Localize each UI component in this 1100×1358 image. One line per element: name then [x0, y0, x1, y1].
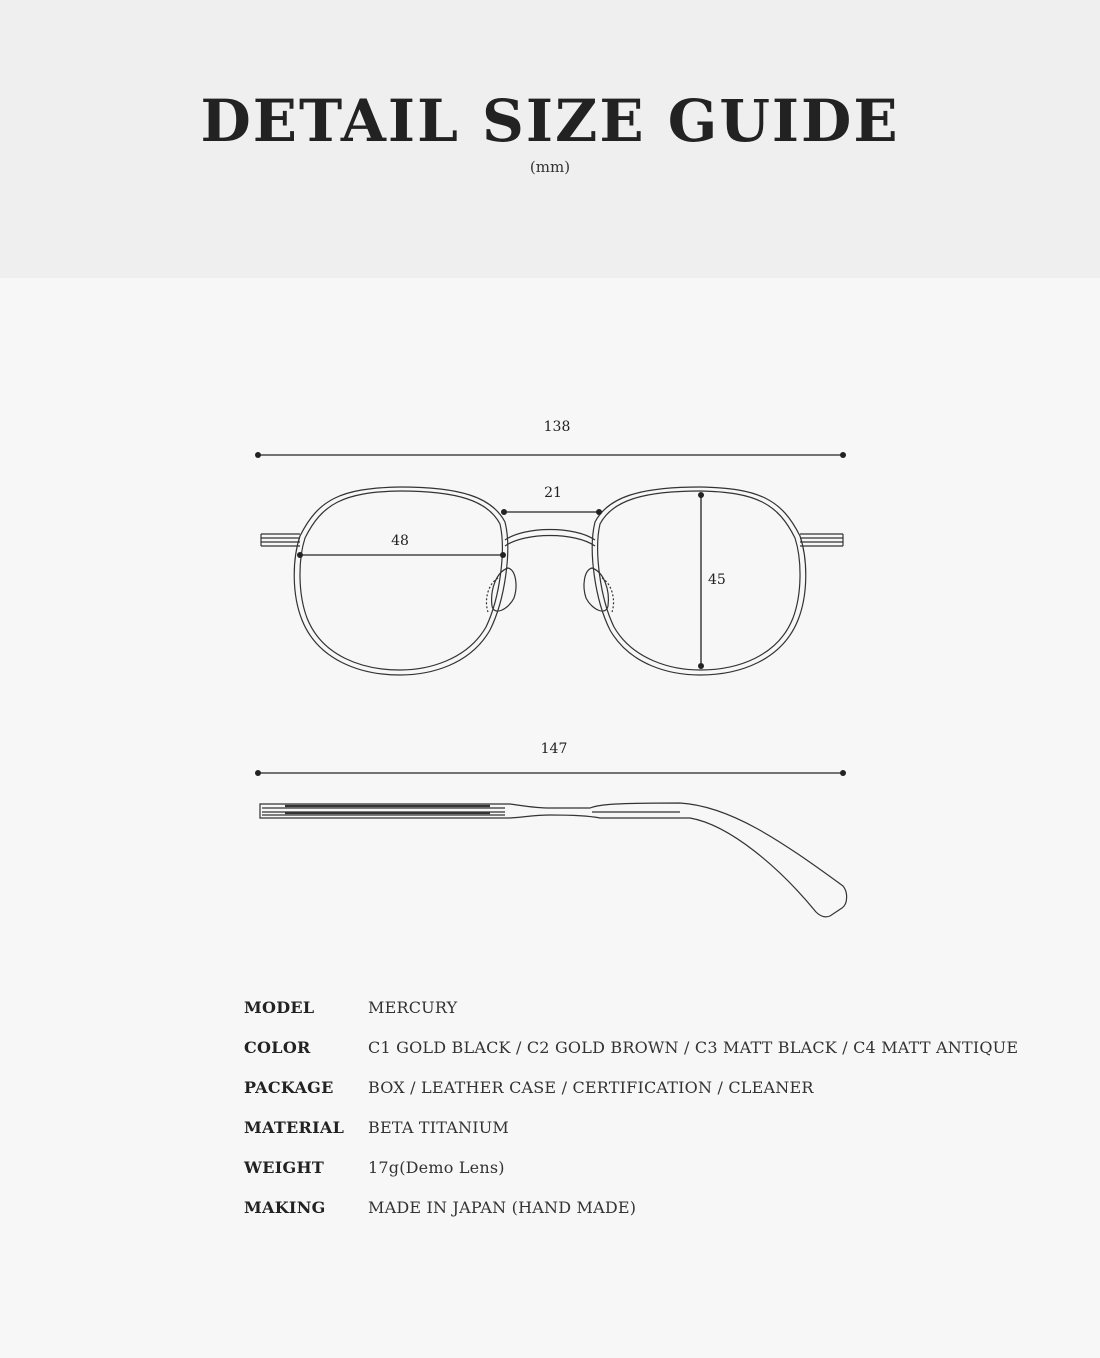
spec-row-package	[244, 1078, 1044, 1118]
unit-label: (mm)	[529, 158, 571, 176]
spec-value: BOX / LEATHER CASE / CERTIFICATION / CLEANER	[368, 1078, 814, 1097]
spec-label: COLOR	[244, 1038, 311, 1057]
spec-row-making	[244, 1198, 1044, 1238]
spec-label: PACKAGE	[244, 1078, 334, 1097]
spec-label: MATERIAL	[244, 1118, 345, 1137]
temple-length-dimension	[255, 741, 846, 776]
spec-row-weight	[244, 1158, 1044, 1198]
spec-value: BETA TITANIUM	[368, 1118, 510, 1137]
spec-table	[244, 998, 1044, 1238]
temple-length-label: 147	[540, 741, 568, 757]
total-width-dimension	[255, 419, 846, 458]
spec-value: 17g(Demo Lens)	[368, 1158, 505, 1177]
spec-value: MERCURY	[368, 998, 458, 1017]
total-width-label: 138	[543, 419, 571, 435]
lens-width-dimension	[297, 533, 506, 558]
spec-label: WEIGHT	[244, 1158, 325, 1177]
front-frame	[261, 487, 843, 675]
lens-height-label: 45	[708, 572, 726, 588]
lens-height-dimension	[698, 492, 726, 669]
spec-row-model	[244, 998, 1044, 1038]
page-title: DETAIL SIZE GUIDE	[200, 87, 900, 155]
bridge-label: 21	[544, 485, 562, 501]
bridge-dimension	[501, 485, 602, 515]
spec-value: C1 GOLD BLACK / C2 GOLD BROWN / C3 MATT BLACK / C4 MATT ANTIQUE	[368, 1038, 1019, 1057]
spec-value: MADE IN JAPAN (HAND MADE)	[368, 1198, 637, 1217]
spec-label: MAKING	[244, 1198, 326, 1217]
lens-width-label: 48	[391, 533, 409, 549]
spec-row-material	[244, 1118, 1044, 1158]
spec-label: MODEL	[244, 998, 315, 1017]
temple-side-view	[260, 803, 847, 917]
spec-row-color	[244, 1038, 1044, 1078]
